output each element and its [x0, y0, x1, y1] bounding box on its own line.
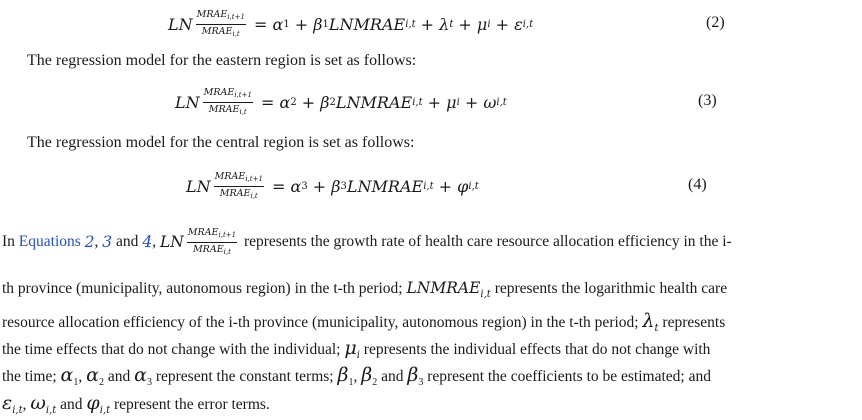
- paragraph-line-1: In Equations 2 , 3 and 4 , LN $\frac{MRAE_{i,t+1}}{MRAE_{i,t}}$ represents the growth rate of health care resource allocation efficiency in the i-: [2, 226, 732, 256]
- paragraph-line-2: th province (municipality, autonomous region) in the t-th period; $LNMRAE_{i,t}$ represents the logarithmic health care: [2, 279, 728, 300]
- equation-3: LN $\frac{MRAE_{i,t+1}}{MRAE_{i,t}}$ = α 2 + β 2 LNMRAE i,t + μ i + ω i,t: [175, 86, 507, 116]
- eastern-intro: The regression model for the eastern region is set as follows:: [27, 52, 417, 69]
- equations-link[interactable]: Equations: [18, 233, 81, 250]
- equation-number: (4): [688, 176, 707, 193]
- paragraph-line-3: resource allocation efficiency of the i-th province (municipality, autonomous region) in the t-th period; $\lambda_t$ represents: [2, 310, 726, 334]
- central-intro: The regression model for the central region is set as follows:: [27, 134, 415, 151]
- growth-fraction: $\frac{MRAE_{i,t+1}}{MRAE_{i,t}}$: [196, 8, 245, 38]
- growth-fraction: $\frac{MRAE_{i,t+1}}{MRAE_{i,t}}$: [203, 86, 252, 116]
- equation-number: (3): [698, 92, 717, 109]
- growth-fraction: $\frac{MRAE_{i,t+1}}{MRAE_{i,t}}$: [214, 170, 263, 200]
- paragraph-line-6: $\varepsilon_{i,t}$, $\omega_{i,t}$ and $\varphi_{i,t}$ represent the error terms.: [2, 392, 270, 416]
- paragraph-line-4: the time effects that do not change with the individual; $\mu_i$ represents the individual effects that do not change with: [2, 337, 711, 361]
- growth-fraction: $\frac{MRAE_{i,t+1}}{MRAE_{i,t}}$: [187, 226, 237, 256]
- equation-2: LN $\frac{MRAE_{i,t+1}}{MRAE_{i,t}}$ = α 1 + β 1 LNMRAE i,t + λ t + μ i + ε i,t: [168, 8, 534, 38]
- equation-3-link[interactable]: 3: [102, 233, 113, 251]
- equation-2-link[interactable]: 2: [84, 233, 95, 251]
- equation-4-link[interactable]: 4: [142, 233, 153, 251]
- equation-3-row: [0, 82, 862, 122]
- equation-4-row: [0, 166, 862, 206]
- paragraph-line-5: the time; $\alpha_1$, $\alpha_2$ and $\alpha_3$ represent the constant terms; $\beta_1$, $\beta_2$ and $\beta_3$ represent the coefficients to be estimated; and: [2, 364, 711, 388]
- equation-4: LN $\frac{MRAE_{i,t+1}}{MRAE_{i,t}}$ = α 3 + β 3 LNMRAE i,t + φ i,t: [186, 170, 479, 200]
- equation-number: (2): [706, 14, 725, 31]
- equation-2-row: [0, 4, 862, 44]
